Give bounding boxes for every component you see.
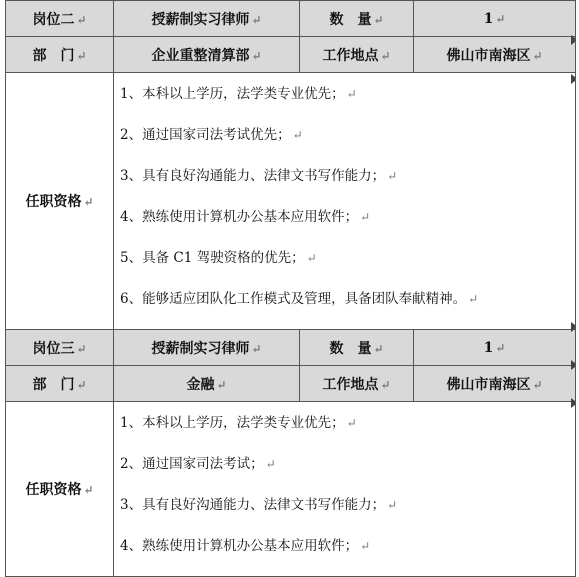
position-2-req-item: 6、能够适应团队化工作模式及管理，具备团队奉献精神。 ↵ (120, 291, 479, 307)
position-3-req-label-cell: 任职资格 ↵ (6, 402, 114, 577)
position-2-qty-cell: 1 ↵ (414, 1, 576, 37)
position-2-dept-cell: 企业重整清算部 ↵ (114, 37, 300, 73)
position-2-title-row (6, 1, 576, 37)
position-2-title-cell: 授薪制实习律师 ↵ (114, 1, 300, 37)
position-2-req-label-cell: 任职资格 ↵ (6, 73, 114, 330)
position-2-req-item: 5、具备 C1 驾驶资格的优先； ↵ (120, 250, 317, 266)
position-3-req-item: 3、具有良好沟通能力、法律文书写作能力； ↵ (120, 497, 398, 513)
row-end-marker-icon (571, 398, 579, 408)
position-2-dept-row (6, 37, 576, 73)
position-3-req-list (114, 402, 575, 576)
position-3-qty-cell: 1 ↵ (414, 330, 576, 366)
job-table (5, 0, 576, 577)
position-3-title-cell: 授薪制实习律师 ↵ (114, 330, 300, 366)
position-2-req-item: 1、本科以上学历，法学类专业优先； ↵ (120, 86, 357, 102)
position-2-label-cell: 岗位二 ↵ (6, 1, 114, 37)
position-2-loc-label-cell: 工作地点 ↵ (300, 37, 414, 73)
row-end-marker-icon (571, 360, 579, 370)
position-2-req-item: 4、熟练使用计算机办公基本应用软件； ↵ (120, 209, 371, 225)
position-3-loc-label-cell: 工作地点 ↵ (300, 366, 414, 402)
position-2-dept-label-cell: 部 门 ↵ (6, 37, 114, 73)
position-3-req-item: 4、熟练使用计算机办公基本应用软件； ↵ (120, 538, 371, 554)
position-3-req-item: 1、本科以上学历，法学类专业优先； ↵ (120, 415, 357, 431)
row-end-marker-icon (571, 74, 579, 84)
row-end-marker-icon (571, 35, 579, 45)
position-3-qty-label-cell: 数 量 ↵ (300, 330, 414, 366)
position-3-req-item: 2、通过国家司法考试； ↵ (120, 456, 276, 472)
position-2-req-body (114, 73, 576, 330)
row-end-marker-icon (571, 322, 579, 332)
position-3-dept-label-cell: 部 门 ↵ (6, 366, 114, 402)
position-3-loc-cell: 佛山市南海区 ↵ (414, 366, 576, 402)
position-3-req-row (6, 402, 576, 577)
position-2-req-item: 2、通过国家司法考试优先； ↵ (120, 127, 303, 143)
position-2-req-list (114, 73, 575, 329)
position-3-dept-cell: 金融 ↵ (114, 366, 300, 402)
position-2-qty-label-cell: 数 量 ↵ (300, 1, 414, 37)
position-2-loc-cell: 佛山市南海区 ↵ (414, 37, 576, 73)
position-2-req-row (6, 73, 576, 330)
position-3-label-cell: 岗位三 ↵ (6, 330, 114, 366)
position-3-req-body (114, 402, 576, 577)
position-2-req-item: 3、具有良好沟通能力、法律文书写作能力； ↵ (120, 168, 398, 184)
position-3-title-row (6, 330, 576, 366)
position-3-dept-row (6, 366, 576, 402)
